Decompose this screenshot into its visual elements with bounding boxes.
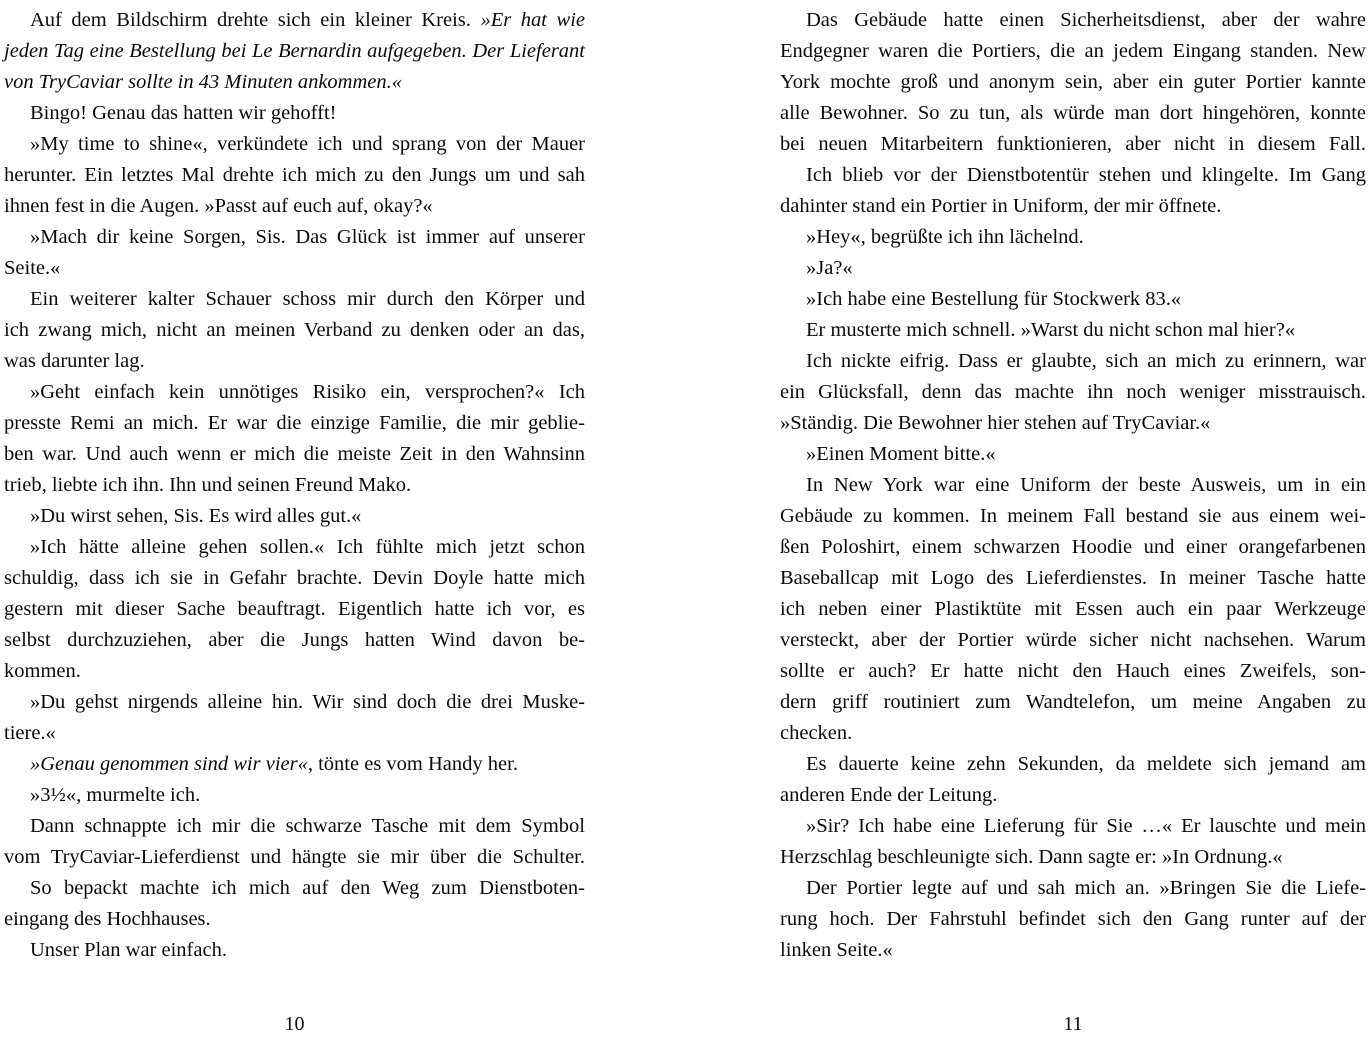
text-line <box>4 129 585 160</box>
text-run: Auf dem Bildschirm drehte sich ein kleiner Kreis. <box>30 9 481 31</box>
text-run: , tönte es vom Handy her. <box>307 753 518 775</box>
text-line <box>780 501 1366 532</box>
text-run: Das Gebäude hatte einen Sicherheitsdienst, aber der wahre <box>806 9 1366 31</box>
text-line <box>4 842 585 873</box>
text-line <box>780 377 1366 408</box>
page-number-right: 11 <box>1063 1013 1083 1035</box>
text-line <box>4 780 585 811</box>
text-line <box>4 811 585 842</box>
text-line <box>780 780 1366 811</box>
text-line <box>780 625 1366 656</box>
text-run: ben war. Und auch wenn er mich die meiste Zeit in den Wahnsinn <box>4 443 585 465</box>
text-run: Dann schnappte ich mir die schwarze Tasche mit dem Symbol <box>30 815 585 837</box>
text-run: »Mach dir keine Sorgen, Sis. Das Glück ist immer auf unserer <box>30 226 585 248</box>
text-line <box>780 532 1366 563</box>
italic-text-run: »Er hat wie <box>480 9 585 31</box>
text-run: checken. <box>780 722 853 744</box>
text-line <box>780 191 1366 222</box>
text-line <box>4 594 585 625</box>
text-line <box>4 935 585 966</box>
text-line <box>4 5 585 36</box>
text-run: »My time to shine«, verkündete ich und sprang von der Mauer <box>30 133 585 155</box>
text-line <box>4 67 585 98</box>
text-line <box>4 532 585 563</box>
text-line <box>4 160 585 191</box>
text-run: ßen Poloshirt, einem schwarzen Hoodie und einer orangefarbenen <box>780 536 1366 558</box>
text-run: Ich nickte eifrig. Dass er glaubte, sich an mich zu erinnern, war <box>806 350 1366 372</box>
text-line <box>780 315 1366 346</box>
text-line <box>780 160 1366 191</box>
text-line <box>4 873 585 904</box>
text-run: »Ich hätte alleine gehen sollen.« Ich fühlte mich jetzt schon <box>30 536 585 558</box>
text-run: Er musterte mich schnell. »Warst du nicht schon mal hier?« <box>806 319 1296 341</box>
text-line <box>4 377 585 408</box>
text-run: sollte er auch? Er hatte nicht den Hauch eines Zweifels, son- <box>780 660 1366 682</box>
text-line <box>780 98 1366 129</box>
text-line <box>4 656 585 687</box>
text-line <box>4 36 585 67</box>
text-line <box>4 408 585 439</box>
text-run: trieb, liebte ich ihn. Ihn und seinen Freund Mako. <box>4 474 412 496</box>
text-line <box>780 873 1366 904</box>
text-run: dern griff routiniert zum Wandtelefon, um meine Angaben zu <box>780 691 1366 713</box>
text-line <box>4 501 585 532</box>
text-run: tiere.« <box>4 722 56 744</box>
text-run: Endgegner waren die Portiers, die an jedem Eingang standen. New <box>780 40 1366 62</box>
text-run: »Ja?« <box>806 257 853 279</box>
text-line <box>4 749 585 780</box>
italic-text-run: jeden Tag eine Bestellung bei Le Bernardin aufgegeben. Der Lieferant <box>4 40 585 62</box>
italic-text-run: »Genau genommen sind wir vier« <box>30 753 308 775</box>
text-run: »Ständig. Die Bewohner hier stehen auf TryCaviar.« <box>780 412 1211 434</box>
text-line <box>4 315 585 346</box>
text-run: »Hey«, begrüßte ich ihn lächelnd. <box>806 226 1084 248</box>
text-line <box>4 718 585 749</box>
text-run: schuldig, dass ich sie in Gefahr brachte. Devin Doyle hatte mich <box>4 567 585 589</box>
text-line <box>4 904 585 935</box>
text-run: anderen Ende der Leitung. <box>780 784 998 806</box>
text-run: So bepackt machte ich mich auf den Weg zum Dienstboten- <box>30 877 585 899</box>
text-run: presste Remi an mich. Er war die einzige Familie, die mir geblie- <box>4 412 585 434</box>
text-run: versteckt, aber der Portier würde sicher nicht nachsehen. Warum <box>780 629 1366 651</box>
text-run: ihnen fest in die Augen. »Passt auf euch auf, okay?« <box>4 195 433 217</box>
text-run: »Einen Moment bitte.« <box>806 443 996 465</box>
text-line <box>780 904 1366 935</box>
text-run: In New York war eine Uniform der beste Ausweis, um in ein <box>806 474 1366 496</box>
text-line <box>4 98 585 129</box>
text-run: Es dauerte keine zehn Sekunden, da meldete sich jemand am <box>806 753 1366 775</box>
text-run: »3½«, murmelte ich. <box>30 784 201 806</box>
text-line <box>780 5 1366 36</box>
text-run: ich neben einer Plastiktüte mit Essen auch ein paar Werkzeuge <box>780 598 1366 620</box>
text-line <box>780 284 1366 315</box>
text-run: Ich blieb vor der Dienstbotentür stehen und klingelte. Im Gang <box>806 164 1366 186</box>
text-run: dahinter stand ein Portier in Uniform, der mir öffnete. <box>780 195 1222 217</box>
text-line <box>4 439 585 470</box>
text-line <box>780 470 1366 501</box>
text-run: Seite.« <box>4 257 61 279</box>
text-line <box>780 36 1366 67</box>
text-run: eingang des Hochhauses. <box>4 908 211 930</box>
italic-text-run: von TryCaviar sollte in 43 Minuten ankommen.« <box>4 71 402 93</box>
page-left-text <box>4 5 585 966</box>
text-line <box>4 222 585 253</box>
text-run: »Du gehst nirgends alleine hin. Wir sind doch die drei Muske- <box>30 691 585 713</box>
text-line <box>4 191 585 222</box>
text-line <box>4 284 585 315</box>
text-line <box>4 625 585 656</box>
text-line <box>780 563 1366 594</box>
text-run: vom TryCaviar-Lieferdienst und hängte sie mir über die Schulter. <box>4 846 585 868</box>
text-line <box>780 594 1366 625</box>
text-run: Unser Plan war einfach. <box>30 939 227 961</box>
text-run: ein Glücksfall, denn das machte ihn noch weniger misstrauisch. <box>780 381 1366 403</box>
text-run: herunter. Ein letztes Mal drehte ich mich zu den Jungs um und sah <box>4 164 585 186</box>
text-line <box>4 563 585 594</box>
text-run: »Sir? Ich habe eine Lieferung für Sie …« Er lauschte und mein <box>806 815 1366 837</box>
text-run: »Ich habe eine Bestellung für Stockwerk 83.« <box>806 288 1182 310</box>
text-line <box>780 718 1366 749</box>
text-run: Gebäude zu kommen. In meinem Fall bestand sie aus einem wei- <box>780 505 1366 527</box>
text-run: York mochte groß und anonym sein, aber ein guter Portier kannte <box>780 71 1366 93</box>
text-line <box>780 935 1366 966</box>
text-line <box>780 67 1366 98</box>
text-run: gestern mit dieser Sache beauftragt. Eigentlich hatte ich vor, es <box>4 598 585 620</box>
text-line <box>780 439 1366 470</box>
text-run: alle Bewohner. So zu tun, als würde man dort hingehören, konnte <box>780 102 1366 124</box>
text-line <box>4 346 585 377</box>
page-number-left: 10 <box>284 1013 305 1035</box>
text-run: Bingo! Genau das hatten wir gehofft! <box>30 102 337 124</box>
text-line <box>780 408 1366 439</box>
text-line <box>780 129 1366 160</box>
text-run: Der Portier legte auf und sah mich an. »Bringen Sie die Liefe- <box>806 877 1366 899</box>
text-line <box>4 470 585 501</box>
text-run: linken Seite.« <box>780 939 893 961</box>
text-line <box>780 656 1366 687</box>
text-line <box>780 811 1366 842</box>
text-line <box>780 687 1366 718</box>
text-run: selbst durchzuziehen, aber die Jungs hatten Wind davon be- <box>4 629 585 651</box>
text-run: Herzschlag beschleunigte sich. Dann sagte er: »In Ordnung.« <box>780 846 1283 868</box>
text-line <box>780 749 1366 780</box>
text-run: bei neuen Mitarbeitern funktionieren, aber nicht in diesem Fall. <box>780 133 1366 155</box>
text-line <box>780 222 1366 253</box>
text-line <box>780 253 1366 284</box>
page-right <box>780 0 1366 1040</box>
text-run: was darunter lag. <box>4 350 145 372</box>
text-run: kommen. <box>4 660 81 682</box>
text-run: rung hoch. Der Fahrstuhl befindet sich den Gang runter auf der <box>780 908 1366 930</box>
page-right-text <box>780 5 1366 966</box>
text-line <box>780 346 1366 377</box>
text-run: Ein weiterer kalter Schauer schoss mir durch den Körper und <box>30 288 585 310</box>
text-run: Baseballcap mit Logo des Lieferdienstes. In meiner Tasche hatte <box>780 567 1366 589</box>
text-line <box>4 687 585 718</box>
text-run: »Du wirst sehen, Sis. Es wird alles gut.« <box>30 505 362 527</box>
text-run: ich zwang mich, nicht an meinen Verband zu denken oder an das, <box>4 319 585 341</box>
page-left <box>4 0 585 1040</box>
text-run: »Geht einfach kein unnötiges Risiko ein, versprochen?« Ich <box>30 381 585 403</box>
text-line <box>780 842 1366 873</box>
text-line <box>4 253 585 284</box>
